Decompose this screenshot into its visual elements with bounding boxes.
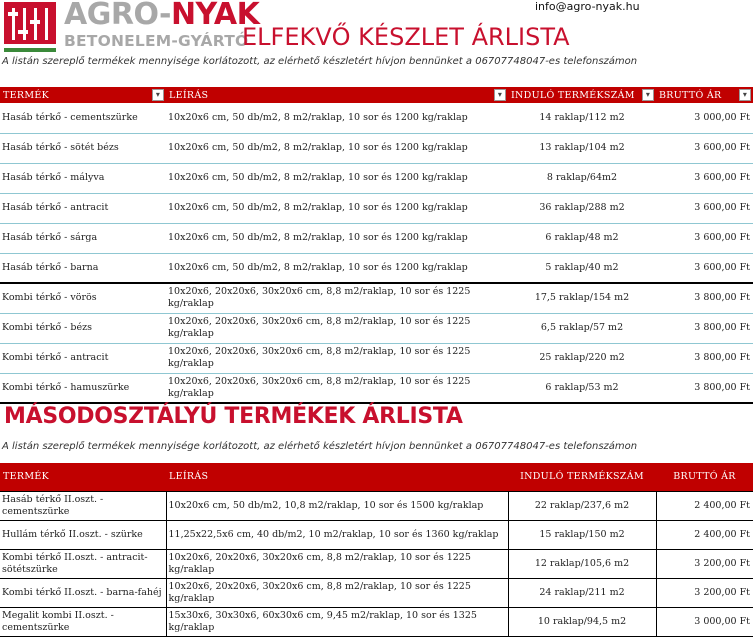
table-row xyxy=(0,578,753,607)
section-title-second-class: MÁSODOSZTÁLYÚ TERMÉKEK ÁRLISTA xyxy=(4,404,463,429)
table-row xyxy=(0,133,753,163)
page-title: ELFEKVŐ KÉSZLET ÁRLISTA xyxy=(242,23,570,51)
cell-product: Hasáb térkő - cementszürke xyxy=(0,103,166,133)
cell-description: 10x20x6 cm, 50 db/m2, 8 m2/raklap, 10 sor és 1200 kg/raklap xyxy=(166,133,508,163)
logo-wordmark-red: NYAK xyxy=(170,0,260,32)
table-row xyxy=(0,343,753,373)
cell-price: 3 000,00 Ft xyxy=(656,607,753,636)
cell-quantity: 6 raklap/48 m2 xyxy=(508,223,656,253)
cell-price: 3 200,00 Ft xyxy=(656,578,753,607)
cell-product: Kombi térkő II.oszt. - barna-fahéj xyxy=(0,578,166,607)
column-header-quantity: INDULÓ TERMÉKSZÁM xyxy=(508,463,656,491)
cell-quantity: 8 raklap/64m2 xyxy=(508,163,656,193)
cell-price: 3 800,00 Ft xyxy=(656,343,753,373)
column-header-product: TERMÉK xyxy=(0,463,166,491)
table-row xyxy=(0,283,753,313)
stock-notice: A listán szereplő termékek mennyisége korlátozott, az elérhető készletért hívjon bennünket a 06707748047-es telefonszámon xyxy=(2,56,638,67)
cell-quantity: 6,5 raklap/57 m2 xyxy=(508,313,656,343)
cell-quantity: 36 raklap/288 m2 xyxy=(508,193,656,223)
cell-product: Kombi térkő - vörös xyxy=(0,283,166,313)
table-row xyxy=(0,103,753,133)
cell-description: 10x20x6 cm, 50 db/m2, 8 m2/raklap, 10 sor és 1200 kg/raklap xyxy=(166,253,508,283)
column-header-description: LEÍRÁS xyxy=(166,463,508,491)
cell-price: 3 600,00 Ft xyxy=(656,163,753,193)
cell-product: Hasáb térkő - sötét bézs xyxy=(0,133,166,163)
cell-price: 3 800,00 Ft xyxy=(656,313,753,343)
cell-product: Hasáb térkő - sárga xyxy=(0,223,166,253)
cell-quantity: 24 raklap/211 m2 xyxy=(508,578,656,607)
cell-product: Kombi térkő - antracit xyxy=(0,343,166,373)
cell-product: Kombi térkő II.oszt. - antracit-sötétszürke xyxy=(0,549,166,578)
cell-quantity: 17,5 raklap/154 m2 xyxy=(508,283,656,313)
cell-product: Hasáb térkő - barna xyxy=(0,253,166,283)
cell-description: 10x20x6, 20x20x6, 30x20x6 cm, 8,8 m2/raklap, 10 sor és 1225 kg/raklap xyxy=(166,283,508,313)
cell-description: 10x20x6, 20x20x6, 30x20x6 cm, 8,8 m2/raklap, 10 sor és 1225 kg/raklap xyxy=(166,578,508,607)
cell-price: 3 600,00 Ft xyxy=(656,223,753,253)
column-header-description xyxy=(166,87,508,103)
cell-description: 10x20x6, 20x20x6, 30x20x6 cm, 8,8 m2/raklap, 10 sor és 1225 kg/raklap xyxy=(166,313,508,343)
filter-dropdown-icon[interactable]: ▾ xyxy=(642,89,654,101)
logo-wordmark-gray: AGRO- xyxy=(64,0,171,32)
filter-dropdown-icon[interactable]: ▾ xyxy=(739,89,751,101)
cell-description: 11,25x22,5x6 cm, 40 db/m2, 10 m2/raklap, 10 sor és 1360 kg/raklap xyxy=(166,520,508,549)
contact-email[interactable]: info@agro-nyak.hu xyxy=(535,0,640,13)
stock-notice-second: A listán szereplő termékek mennyisége korlátozott, az elérhető készletért hívjon bennünket a 06707748047-es telefonszámon xyxy=(2,441,638,452)
header-label: INDULÓ TERMÉKSZÁM xyxy=(511,89,635,101)
cell-product: Hasáb térkő - antracit xyxy=(0,193,166,223)
cell-price: 3 000,00 Ft xyxy=(656,103,753,133)
column-header-quantity xyxy=(508,87,656,103)
cell-price: 3 600,00 Ft xyxy=(656,193,753,223)
cell-description: 10x20x6 cm, 50 db/m2, 8 m2/raklap, 10 sor és 1200 kg/raklap xyxy=(166,193,508,223)
table-row xyxy=(0,193,753,223)
table-row xyxy=(0,491,753,520)
header-label: TERMÉK xyxy=(3,89,49,101)
cell-quantity: 5 raklap/40 m2 xyxy=(508,253,656,283)
cell-product: Hasáb térkő II.oszt. - cementszürke xyxy=(0,491,166,520)
page-header xyxy=(0,0,753,56)
filter-dropdown-icon[interactable]: ▾ xyxy=(494,89,506,101)
cell-quantity: 10 raklap/94,5 m2 xyxy=(508,607,656,636)
company-logo-icon xyxy=(4,2,56,52)
cell-quantity: 22 raklap/237,6 m2 xyxy=(508,491,656,520)
table-header-row xyxy=(0,87,753,103)
cell-product: Kombi térkő - bézs xyxy=(0,313,166,343)
filter-dropdown-icon[interactable]: ▾ xyxy=(152,89,164,101)
clearance-price-table xyxy=(0,87,753,404)
cell-price: 3 600,00 Ft xyxy=(656,133,753,163)
cell-price: 2 400,00 Ft xyxy=(656,491,753,520)
cell-price: 3 800,00 Ft xyxy=(656,373,753,403)
cell-quantity: 14 raklap/112 m2 xyxy=(508,103,656,133)
second-class-price-table xyxy=(0,463,753,637)
header-label: BRUTTÓ ÁR xyxy=(659,89,722,101)
header-label: LEÍRÁS xyxy=(169,89,209,101)
table-row xyxy=(0,253,753,283)
column-header-product xyxy=(0,87,166,103)
table-row xyxy=(0,223,753,253)
logo-tagline: BETONELEM-GYÁRTÓ xyxy=(64,32,249,50)
cell-description: 10x20x6 cm, 50 db/m2, 8 m2/raklap, 10 sor és 1200 kg/raklap xyxy=(166,103,508,133)
cell-product: Kombi térkő - hamuszürke xyxy=(0,373,166,403)
table-header-row xyxy=(0,463,753,491)
column-header-price xyxy=(656,87,753,103)
table-row xyxy=(0,520,753,549)
cell-price: 3 800,00 Ft xyxy=(656,283,753,313)
cell-quantity: 15 raklap/150 m2 xyxy=(508,520,656,549)
cell-quantity: 25 raklap/220 m2 xyxy=(508,343,656,373)
cell-quantity: 12 raklap/105,6 m2 xyxy=(508,549,656,578)
table-row xyxy=(0,607,753,636)
cell-price: 3 200,00 Ft xyxy=(656,549,753,578)
cell-product: Hullám térkő II.oszt. - szürke xyxy=(0,520,166,549)
cell-price: 3 600,00 Ft xyxy=(656,253,753,283)
table-row xyxy=(0,163,753,193)
table-row xyxy=(0,313,753,343)
cell-product: Hasáb térkő - mályva xyxy=(0,163,166,193)
cell-description: 10x20x6 cm, 50 db/m2, 8 m2/raklap, 10 sor és 1200 kg/raklap xyxy=(166,223,508,253)
cell-price: 2 400,00 Ft xyxy=(656,520,753,549)
cell-description: 10x20x6, 20x20x6, 30x20x6 cm, 8,8 m2/raklap, 10 sor és 1225 kg/raklap xyxy=(166,373,508,403)
cell-description: 15x30x6, 30x30x6, 60x30x6 cm, 9,45 m2/raklap, 10 sor és 1325 kg/raklap xyxy=(166,607,508,636)
logo-wordmark xyxy=(64,0,259,32)
cell-description: 10x20x6, 20x20x6, 30x20x6 cm, 8,8 m2/raklap, 10 sor és 1225 kg/raklap xyxy=(166,549,508,578)
cell-product: Megalit kombi II.oszt. - cementszürke xyxy=(0,607,166,636)
table-row xyxy=(0,549,753,578)
table-row xyxy=(0,373,753,403)
cell-description: 10x20x6, 20x20x6, 30x20x6 cm, 8,8 m2/raklap, 10 sor és 1225 kg/raklap xyxy=(166,343,508,373)
column-header-price: BRUTTÓ ÁR xyxy=(656,463,753,491)
cell-description: 10x20x6 cm, 50 db/m2, 8 m2/raklap, 10 sor és 1200 kg/raklap xyxy=(166,163,508,193)
cell-description: 10x20x6 cm, 50 db/m2, 10,8 m2/raklap, 10 sor és 1500 kg/raklap xyxy=(166,491,508,520)
cell-quantity: 13 raklap/104 m2 xyxy=(508,133,656,163)
cell-quantity: 6 raklap/53 m2 xyxy=(508,373,656,403)
